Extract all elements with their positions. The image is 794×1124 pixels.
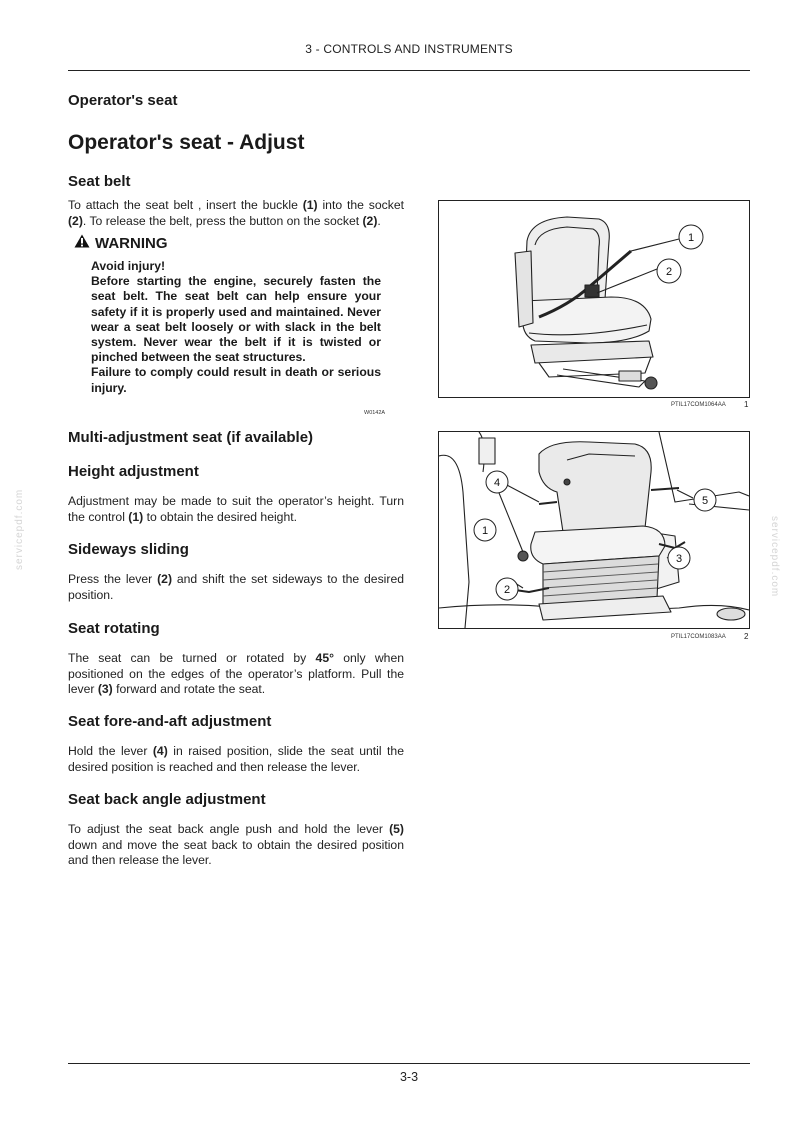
figure-1-seat-belt <box>438 200 750 398</box>
rotating-text: The seat can be turned or rotated by 45° only when positioned on the edges of the operator’s platform. Pull the lever (3) forward and rotate the seat. <box>68 651 404 697</box>
height-heading: Height adjustment <box>68 463 199 480</box>
footer-rule <box>68 1063 750 1064</box>
figure-2-callout-4: 4 <box>493 477 501 489</box>
figure-1-callout-1: 1 <box>687 232 695 244</box>
warning-code: W0142A <box>364 410 386 416</box>
multi-adjust-seat-illustration <box>439 432 749 628</box>
rotating-heading: Seat rotating <box>68 620 160 637</box>
figure-2-callout-2: 2 <box>503 584 511 596</box>
figure-1-caption: PTIL17COM1064AA <box>671 402 726 408</box>
seat-belt-heading: Seat belt <box>68 173 131 190</box>
header-rule <box>68 70 750 71</box>
warning-label: WARNING <box>95 234 168 252</box>
height-text: Adjustment may be made to suit the operator’s height. Turn the control (1) to obtain the desired height. <box>68 494 404 524</box>
fore-aft-heading: Seat fore-and-aft adjustment <box>68 713 272 730</box>
figure-2-callout-1: 1 <box>481 525 489 537</box>
sideways-heading: Sideways sliding <box>68 541 189 558</box>
section-title: Operator's seat <box>68 92 178 109</box>
watermark-left: servicepdf.com <box>14 488 25 570</box>
warning-line-2: Before starting the engine, securely fasten the seat belt. The seat belt can help ensure your safety if it is properly used and maintained. Never wear a seat belt loosely or with slack in the belt system. Never wear the belt if it is twisted or pinched between the seat structures. <box>91 274 381 365</box>
warning-triangle-icon <box>74 234 90 252</box>
figure-1-number: 1 <box>744 400 749 409</box>
figure-1-callout-2: 2 <box>665 266 673 278</box>
warning-line-3: Failure to comply could result in death or serious injury. <box>91 365 381 395</box>
figure-2-callout-5: 5 <box>701 495 709 507</box>
sideways-text: Press the lever (2) and shift the set sideways to the desired position. <box>68 572 405 602</box>
fore-aft-text: Hold the lever (4) in raised position, slide the seat until the desired position is reached and then release the lever. <box>68 744 404 774</box>
warning-line-1: Avoid injury! <box>91 259 166 273</box>
figure-2-number: 2 <box>744 632 749 641</box>
warning-body <box>91 259 381 396</box>
seat-belt-text: To attach the seat belt , insert the buckle (1) into the socket (2). To release the belt, press the button on the socket (2). <box>68 198 404 228</box>
multi-adjust-heading: Multi-adjustment seat (if available) <box>68 429 314 446</box>
figure-2-caption: PTIL17COM1083AA <box>671 634 726 640</box>
page-number: 3-3 <box>399 1070 419 1084</box>
figure-2-multi-adjust-seat <box>438 431 750 629</box>
warning-heading <box>74 234 168 252</box>
figure-2-callout-3: 3 <box>675 553 683 565</box>
watermark-right: servicepdf.com <box>769 516 780 598</box>
back-angle-text: To adjust the seat back angle push and hold the lever (5) down and move the seat back to obtain the desired position and then release the lever. <box>68 822 404 868</box>
seat-belt-illustration <box>439 201 749 397</box>
running-header: 3 - CONTROLS AND INSTRUMENTS <box>305 42 513 56</box>
page-title: Operator's seat - Adjust <box>68 131 305 154</box>
back-angle-heading: Seat back angle adjustment <box>68 791 266 808</box>
